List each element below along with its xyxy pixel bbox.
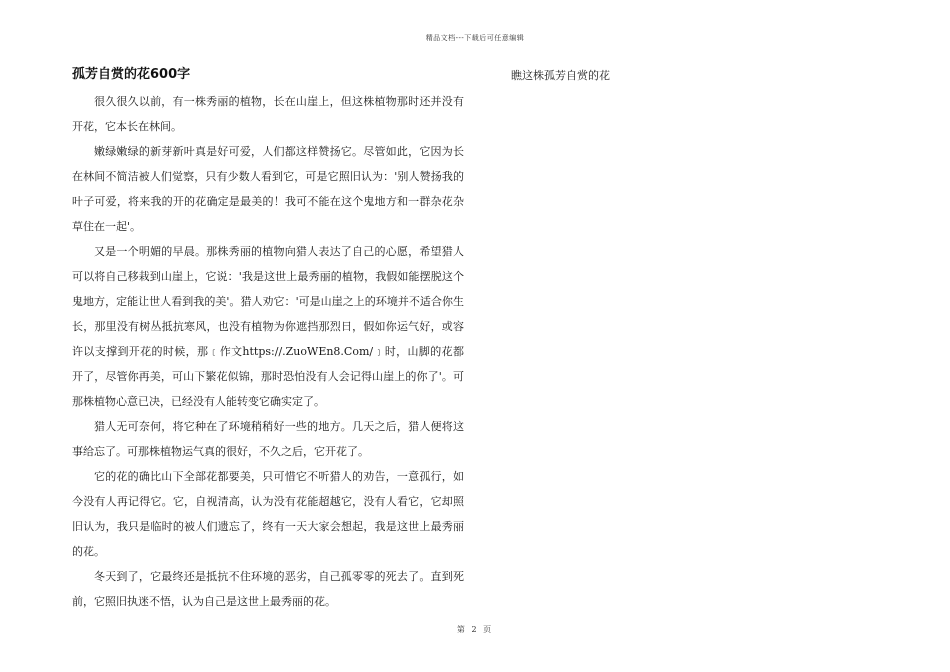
- paragraph: 冬天到了，它最终还是抵抗不住环境的恶劣，自己孤零零的死去了。直到死前，它照旧执迷不悟，认为自己是这世上最秀丽的花。: [72, 570, 464, 608]
- paragraph: 嫩绿嫩绿的新芽新叶真是好可爱，人们都这样赞扬它。尽管如此，它因为长在林间不简洁被人们觉察，只有少数人看到它，可是它照旧认为：'别人赞扬我的叶子可爱，将来我的开的花确定是最美的！我可不能在这个鬼地方和一群杂花杂草住在一起'。: [72, 145, 464, 233]
- page-header: 精品文档---下载后可任意编辑: [425, 34, 525, 42]
- article-title: 孤芳自赏的花600字: [72, 67, 191, 82]
- page-number: 第 2 页: [456, 625, 494, 634]
- side-note: 瞧这株孤芳自赏的花: [511, 69, 610, 82]
- article: [72, 66, 464, 614]
- paragraph: 猎人无可奈何，将它种在了环境稍稍好一些的地方。几天之后，猎人便将这事给忘了。可那株植物运气真的很好，不久之后，它开花了。: [72, 420, 464, 458]
- paragraph: 它的花的确比山下全部花都要美，只可惜它不听猎人的劝告，一意孤行，如今没有人再记得它。它，自视清高，认为没有花能超越它，没有人看它，它却照旧认为，我只是临时的被人们遗忘了，终有一天大家会想起，我是这世上最秀丽的花。: [72, 470, 464, 558]
- paragraph: 又是一个明媚的早晨。那株秀丽的植物向猎人表达了自己的心愿，希望猎人可以将自己移栽到山崖上，它说：'我是这世上最秀丽的植物，我假如能摆脱这个鬼地方，定能让世人看到我的美'。猎人劝它：'可是山崖之上的环境并不适合你生长，那里没有树丛抵抗寒风，也没有植物为你遮挡那烈日，假如你运气好，或容许以支撑到开花的时候，那﹝作文https://.ZuoWEn8.Com/﹞时，山脚的花都开了，尽管你再美，可山下繁花似锦，那时恐怕没有人会记得山崖上的你了'。可那株植物心意已决，已经没有人能转变它确实定了。: [72, 245, 464, 408]
- paragraph: 很久很久以前，有一株秀丽的植物，长在山崖上，但这株植物那时还并没有开花，它本长在林间。: [72, 95, 464, 133]
